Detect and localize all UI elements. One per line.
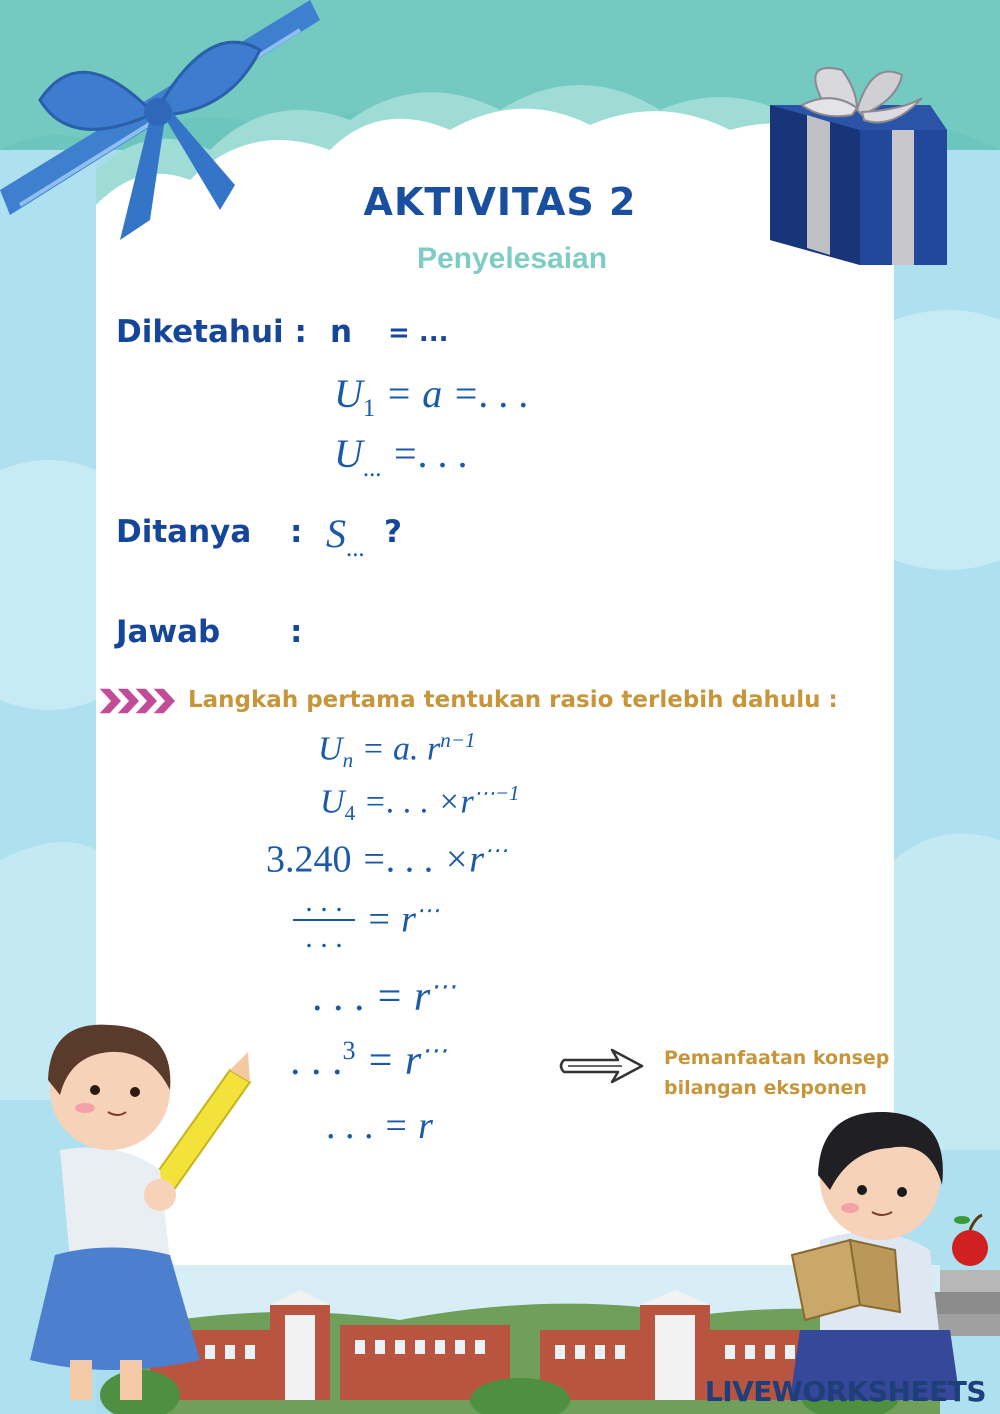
known-n-value: = ...: [388, 318, 449, 348]
page-title: AKTIVITAS 2: [363, 180, 637, 224]
math-mid: =. . . ×r: [355, 783, 474, 821]
watermark: LIVEWORKSHEETS: [704, 1375, 986, 1408]
math-pre: . . .: [312, 974, 365, 1020]
math-mid: = r: [373, 1105, 433, 1147]
math-mid: = r: [366, 898, 416, 941]
fraction-denominator: . . .: [305, 921, 343, 954]
side-note-line1: Pemanfaatan konsep: [664, 1047, 890, 1069]
math-exponent: ⋯: [421, 1036, 448, 1065]
math-base: U: [320, 783, 345, 821]
asked-colon: :: [290, 514, 303, 550]
math-base: U: [318, 730, 343, 768]
math-subscript: ...: [362, 455, 382, 482]
math-exponent: ⋯: [484, 838, 508, 864]
math-exponent: n−1: [440, 728, 476, 752]
math-subscript: 1: [362, 395, 376, 422]
math-exponent: ⋯: [430, 972, 457, 1001]
math-pre-exponent: 3: [342, 1036, 356, 1065]
math-rest: =. . .: [381, 431, 469, 476]
math-mid: =. . . ×r: [351, 838, 485, 881]
page-subtitle: Penyelesaian: [416, 242, 608, 275]
math-rest: = a =. . .: [375, 371, 530, 416]
math-exponent: ⋯: [415, 898, 440, 924]
side-note-line2: bilangan eksponen: [664, 1077, 867, 1099]
asked-question-mark: ?: [384, 514, 402, 550]
math-pre: . . .: [326, 1105, 374, 1147]
math-subscript: n: [342, 748, 354, 773]
math-mid: = r: [355, 1038, 422, 1084]
math-subscript: ...: [346, 535, 365, 562]
math-mid: = a. r: [353, 730, 441, 768]
answer-label: Jawab: [116, 614, 221, 650]
math-base: U: [334, 371, 363, 416]
math-exponent: ⋯−1: [473, 781, 520, 805]
math-subscript: 4: [344, 801, 356, 826]
known-label: Diketahui :: [116, 314, 307, 350]
math-pre: . . .: [290, 1038, 343, 1084]
math-base: S: [326, 511, 346, 556]
answer-colon: :: [290, 614, 303, 650]
math-mid: = r: [364, 974, 431, 1020]
known-n-variable: n: [330, 314, 353, 350]
asked-label: Ditanya: [116, 514, 252, 550]
math-pre: 3.240: [266, 838, 352, 881]
fraction-numerator: . . .: [305, 885, 343, 918]
math-base: U: [334, 431, 363, 476]
step-one-heading: Langkah pertama tentukan rasio terlebih dahulu :: [188, 687, 838, 713]
